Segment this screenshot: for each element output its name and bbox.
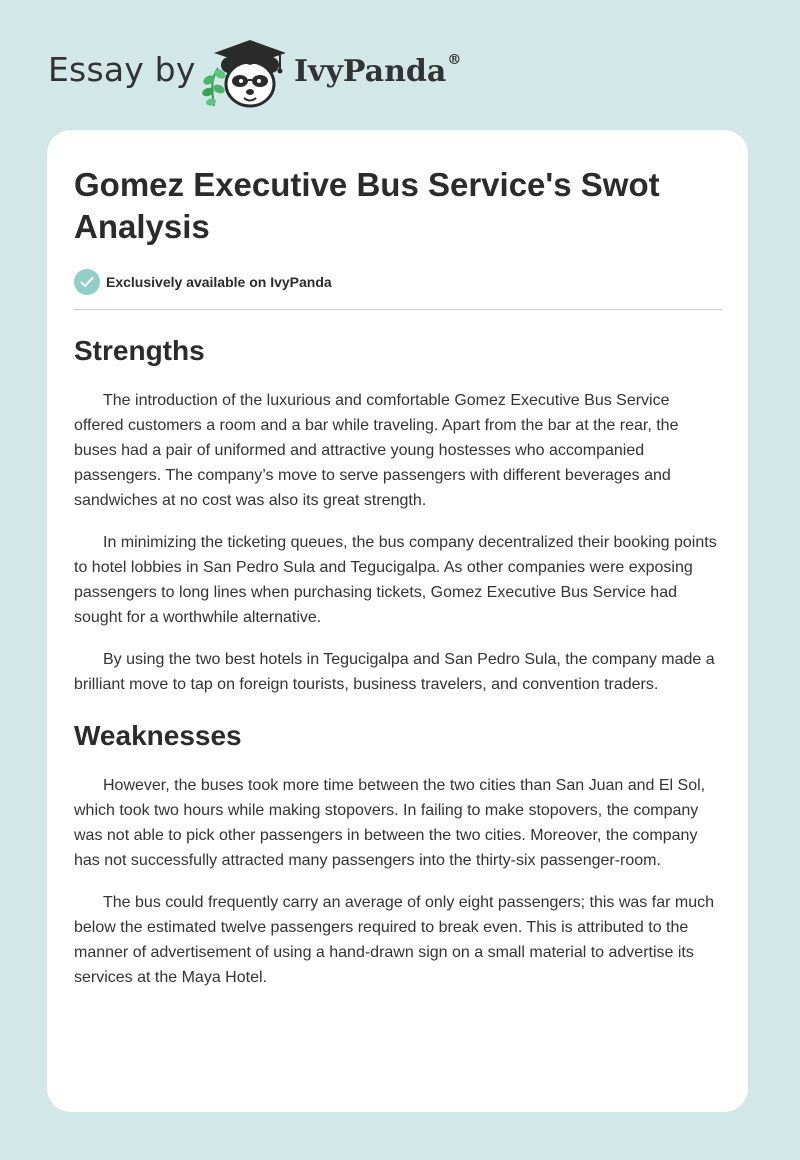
paragraph: In minimizing the ticketing queues, the bus company decentralized their booking points to hotel lobbies in San Pedro Sula and Tegucigalpa. As other companies were exposing passengers to long lines when purchasing tickets, Gomez Executive Bus Service had sought for a worthwhile alternative. [74, 534, 717, 626]
paragraph: However, the buses took more time between the two cities than San Juan and El Sol, which took two hours while making stopovers. In failing to make stopovers, the company was not able to pick other passengers in between the two cities. Moreover, the company has not successfully attracted many passengers into the thirty-six passenger-room. [74, 777, 706, 869]
site-header [48, 34, 488, 110]
exclusive-badge [74, 269, 722, 295]
check-circle-icon [74, 269, 100, 295]
exclusive-label: Exclusively available on IvyPanda [106, 274, 332, 290]
brand-name[interactable] [294, 54, 461, 89]
brand-label: IvyPanda [294, 54, 447, 89]
paragraph: The introduction of the luxurious and comfortable Gomez Executive Bus Service offered customers a room and a bar while traveling. Apart from the bar at the rear, the buses had a pair of uniformed and attractive young hostesses who accompanied passengers. The company’s move to serve passengers with different beverages and sandwiches at no cost was also its great strength. [74, 392, 679, 509]
paragraph: By using the two best hotels in Tegucigalpa and San Pedro Sula, the company made a brilliant move to tap on foreign tourists, business travelers, and convention traders. [74, 651, 715, 693]
title-divider [74, 309, 722, 310]
essay-by-label: Essay by [48, 50, 196, 89]
article-content [74, 130, 722, 990]
registered-mark: ® [447, 52, 462, 68]
section-heading-weaknesses: Weaknesses [74, 720, 242, 751]
panda-graduate-logo-icon[interactable] [200, 34, 292, 110]
article-title: Gomez Executive Bus Service's Swot Analysis [74, 166, 660, 245]
article-card [47, 130, 748, 1112]
section-heading-strengths: Strengths [74, 335, 205, 366]
paragraph: The bus could frequently carry an average of only eight passengers; this was far much below the estimated twelve passengers required to break even. This is attributed to the manner of advertisement of using a hand-drawn sign on a small material to advertise its services at the Maya Hotel. [74, 894, 714, 986]
